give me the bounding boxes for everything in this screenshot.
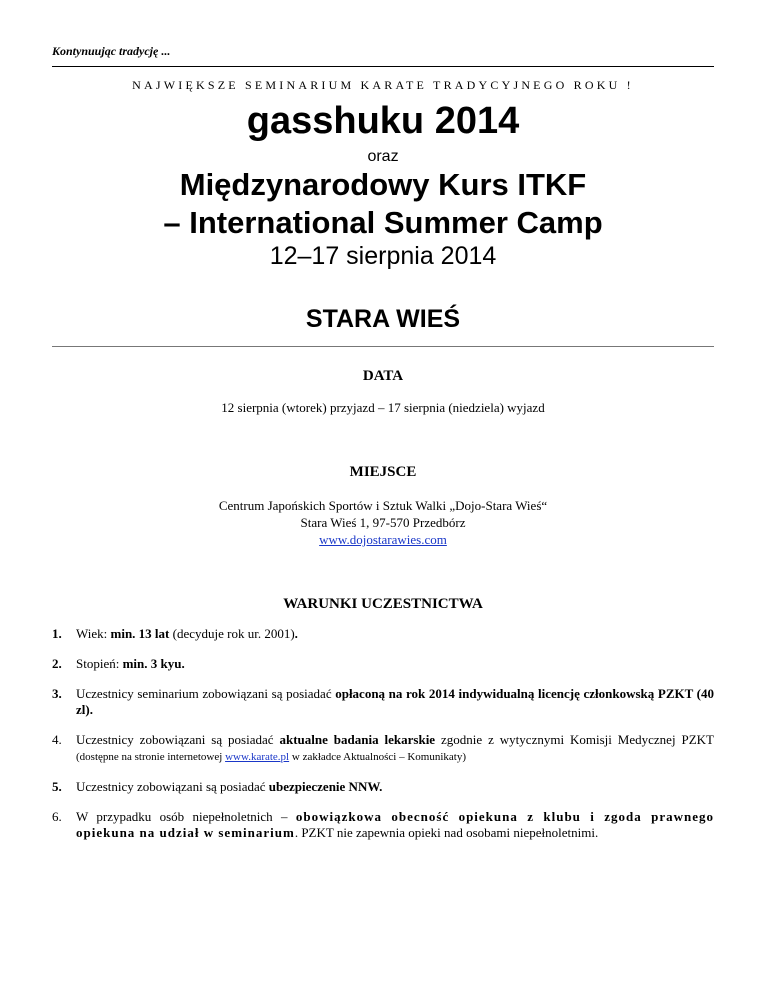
condition-emphasis: ubezpieczenie NNW. <box>268 779 383 794</box>
conditions-heading: WARUNKI UCZESTNICTWA <box>283 596 483 612</box>
event-dates: 12–17 sierpnia 2014 <box>269 242 497 270</box>
banner: NAJWIĘKSZE SEMINARIUM KARATE TRADYCYJNEGO ROKU ! <box>132 78 634 92</box>
venue-name: Centrum Japońskich Sportów i Sztuk Walki „Dojo-Stara Wieś“ <box>218 498 548 513</box>
venue-address: Stara Wieś 1, 97-570 Przedbórz <box>300 515 466 530</box>
condition-number: 6. <box>52 809 62 824</box>
top-divider <box>52 66 714 67</box>
condition-note: (dostępne na stronie internetowej <box>76 751 226 763</box>
condition-text: Uczestnicy zobowiązani są posiadać <box>76 779 269 794</box>
condition-note: w zakładce Aktualności – Komunikaty) <box>289 751 466 763</box>
course-title-line-1: Międzynarodowy Kurs ITKF <box>179 167 587 202</box>
condition-text: W przypadku osób niepełnoletnich – <box>76 809 296 824</box>
condition-number: 2. <box>52 656 62 671</box>
condition-emphasis: obowiązkowa obecność opiekuna z klubu i zgoda prawnego opiekuna na udział w seminarium <box>76 809 714 840</box>
condition-emphasis: min. 3 kyu. <box>122 656 185 671</box>
condition-emphasis: opłaconą na rok 2014 indywidualną licencję członkowską PZKT (40 zl). <box>76 686 714 717</box>
course-title-line-2: – International Summer Camp <box>163 205 603 240</box>
condition-number: 1. <box>52 626 62 641</box>
condition-item-2 <box>52 656 714 672</box>
condition-item-6 <box>52 809 714 841</box>
condition-item-3 <box>52 686 714 718</box>
data-text: 12 sierpnia (wtorek) przyjazd – 17 sierpnia (niedziela) wyjazd <box>221 400 545 415</box>
condition-item-1 <box>52 626 714 642</box>
event-title: gasshuku 2014 <box>246 100 520 142</box>
condition-text: Stopień: <box>76 656 123 671</box>
conditions-list <box>52 626 714 855</box>
condition-period: . <box>294 626 298 641</box>
connector-text: oraz <box>367 148 399 165</box>
tagline: Kontynuując tradycję ... <box>52 44 171 58</box>
condition-text: Wiek: <box>76 626 111 641</box>
venue-heading: MIEJSCE <box>349 464 417 480</box>
condition-text: Uczestnicy zobowiązani są posiadać <box>76 732 280 747</box>
event-place: STARA WIEŚ <box>305 305 461 333</box>
condition-text: zgodnie z wytycznymi Komisji Medycznej PZKT <box>435 732 714 747</box>
condition-text: . PZKT nie zapewnia opieki nad osobami niepełnoletnimi. <box>294 825 599 840</box>
condition-number: 4. <box>52 732 62 747</box>
condition-item-4 <box>52 732 714 765</box>
condition-text: (decyduje rok ur. 2001) <box>169 626 295 641</box>
course-title <box>52 166 714 242</box>
data-heading: DATA <box>362 368 404 384</box>
venue-website-link[interactable]: www.dojostarawies.com <box>319 532 447 547</box>
venue-block <box>52 497 714 548</box>
condition-text: Uczestnicy seminarium zobowiązani są posiadać <box>76 686 336 701</box>
condition-number: 5. <box>52 779 62 794</box>
karate-website-link[interactable]: www.karate.pl <box>225 751 290 763</box>
condition-emphasis: aktualne badania lekarskie <box>279 732 436 747</box>
condition-number: 3. <box>52 686 62 701</box>
condition-emphasis: min. 13 lat <box>110 626 170 641</box>
condition-item-5 <box>52 779 714 795</box>
section-divider <box>52 346 714 347</box>
